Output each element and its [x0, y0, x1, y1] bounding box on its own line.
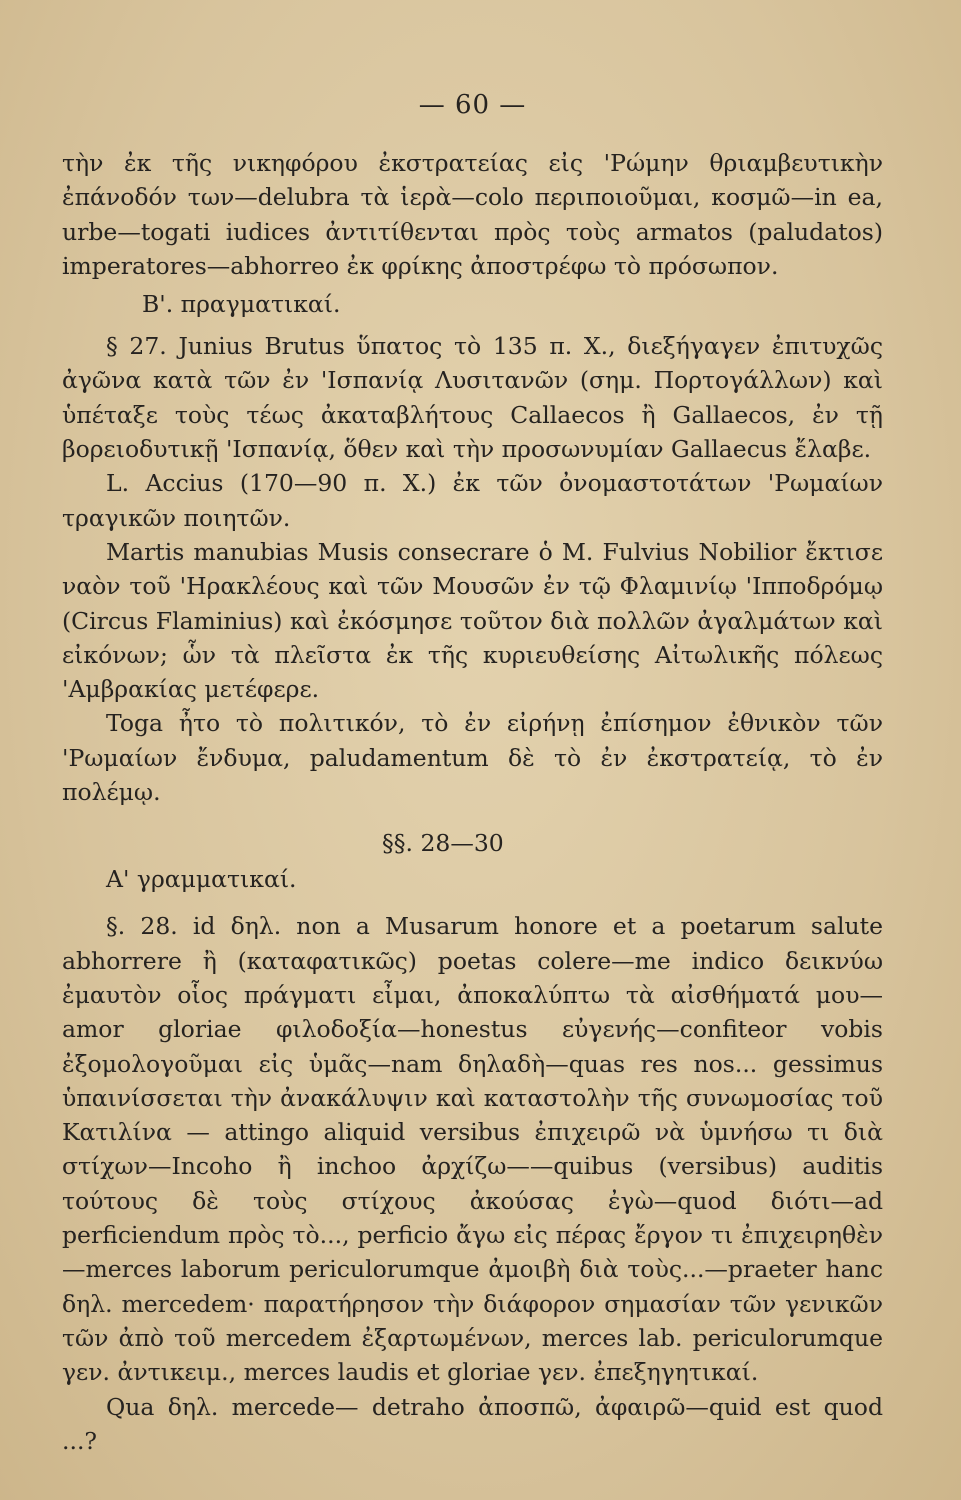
- section-range: §§. 28—30: [382, 829, 504, 858]
- paragraph-section-27: § 27. Junius Brutus ὕπατος τὸ 135 π. Χ., διεξήγαγεν ἐπιτυχῶς ἀγῶνα κατὰ τῶν ἐν 'Ισπανίᾳ Λυσιτανῶν (σημ. Πορτογάλλων) καὶ ὑπέταξε τοὺς τέως ἀκαταβλήτους Callaecos ἢ Gallaecos, ἐν τῇ βορειοδυτικῇ 'Ισπανίᾳ, ὅθεν καὶ τὴν προσωνυμίαν Gallaecus ἔλαβε.: [62, 332, 883, 464]
- paragraph-martis: Martis manubias Musis consecrare ὁ M. Fulvius Nobilior ἔκτισε ναὸν τοῦ 'Ηρακλέους καὶ τῶν Μουσῶν ἐν τῷ Φλαμινίῳ 'Ιπποδρόμῳ (Circus Flaminius) καὶ ἐκόσμησε τοῦτον διὰ πολλῶν ἀγαλμάτων καὶ εἰκόνων; ὧν τὰ πλεῖστα ἐκ τῆς κυριευθείσης Αἰτωλικῆς πόλεως 'Αμβρακίας μετέφερε.: [62, 537, 883, 704]
- paragraph-section-28: §. 28. id δηλ. non a Musarum honore et a poetarum salute abhorrere ἢ (καταφατικῶς) poetas colere—me indico δεικνύω ἐμαυτὸν οἷος πράγματι εἶμαι, ἀποκαλύπτω τὰ αἰσθήματά μου—amor gloriae φιλοδοξία—honestus εὐγενής—confiteor vobis ἐξομολογοῦμαι εἰς ὑμᾶς—nam δηλαδὴ—quas res nos... gessimus ὑπαινίσσεται τὴν ἀνακάλυψιν καὶ καταστολὴν τῆς συνωμοσίας τοῦ Κατιλίνα — attingo aliquid versibus ἐπιχειρῶ νὰ ὑμνήσω τι διὰ στίχων—Incoho ἢ inchoo ἀρχίζω——quibus (versibus) auditis τούτους δὲ τοὺς στίχους ἀκούσας ἐγὼ—quod διότι—ad perficiendum πρὸς τὸ..., perficio ἄγω εἰς πέρας ἔργον τι ἐπιχειρηθὲν—merces laborum periculorumque ἀμοιβὴ διὰ τοὺς...—praeter hanc δηλ. mercedem· παρατήρησον τὴν διάφορον σημασίαν τῶν γενικῶν τῶν ἀπὸ τοῦ mercedem ἐξαρτωμένων, merces lab. periculorumque γεν. ἀντικειμ., merces laudis et gloriae γεν. ἐπεξηγητικαί.: [62, 912, 883, 1387]
- heading-pragmatikai: Β'. πραγματικαί.: [142, 290, 341, 319]
- heading-grammatikai: Α' γραμματικαί.: [106, 865, 297, 894]
- paragraph-qua: Qua δηλ. mercede— detraho ἀποσπῶ, ἀφαιρῶ—quid est quod ...?: [62, 1392, 883, 1455]
- paragraph-toga: Toga ἦτο τὸ πολιτικόν, τὸ ἐν εἰρήνῃ ἐπίσημον ἐθνικὸν τῶν 'Ρωμαίων ἔνδυμα, paludamentum δὲ τὸ ἐν ἐκστρατείᾳ, τὸ ἐν πολέμῳ.: [62, 709, 883, 807]
- section-header-block: [62, 809, 883, 901]
- paragraph-intro: τὴν ἐκ τῆς νικηφόρου ἐκστρατείας εἰς 'Ρώμην θριαμβευτικὴν ἐπάνοδόν των—delubra τὰ ἱερὰ—colo περιποιοῦμαι, κοσμῶ—in ea, urbe—togati iudices ἀντιτίθενται πρὸς τοὺς armatos (paludatos) imperatores—abhorreo ἐκ φρίκης ἀποστρέφω τὸ πρόσωπον.: [62, 149, 883, 280]
- paragraph-accius: L. Accius (170—90 π. Χ.) ἐκ τῶν ὀνομαστοτάτων 'Ρωμαίων τραγικῶν ποιητῶν.: [62, 469, 883, 532]
- page-number: — 60 —: [418, 90, 527, 120]
